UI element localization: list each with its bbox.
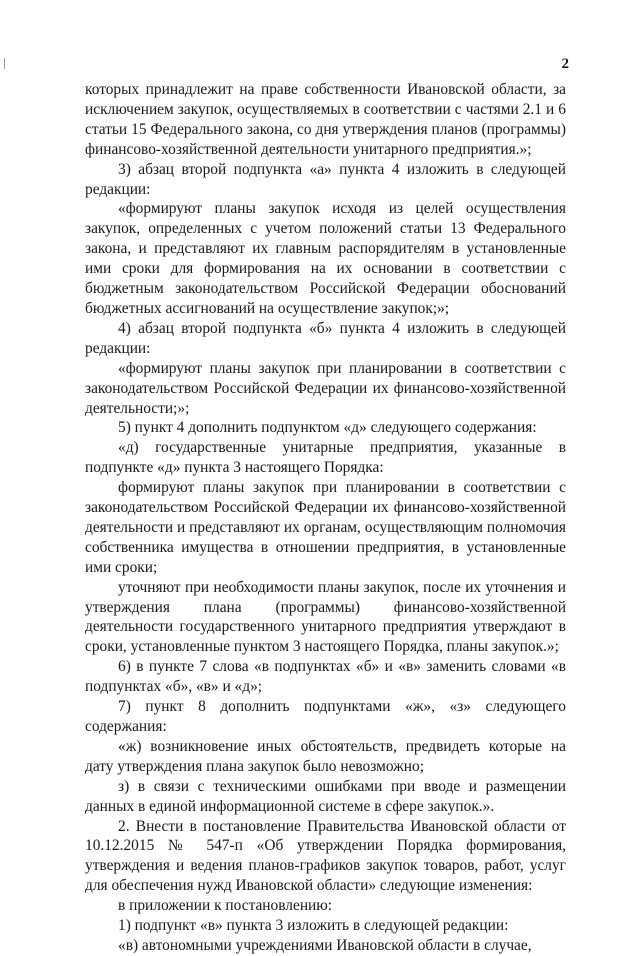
paragraph: 7) пункт 8 дополнить подпунктами «ж», «з» следующего содержания: bbox=[85, 698, 566, 735]
paragraph: 1) подпункт «в» пункта 3 изложить в следующей редакции: bbox=[118, 917, 509, 935]
paragraph: «формируют планы закупок исходя из целей осуществления закупок, определенных с учетом положений статьи 13 Федерального закона, и представляют их главным распорядителям в установленные ими сроки для формирования на их основании в соответствии с бюджетным законодательством Российской Федерации обоснований бюджетных ассигнований на осуществление закупок;»; bbox=[85, 200, 566, 317]
paragraph: 2. Внести в постановление Правительства Ивановской области от 10.12.2015 № 547-п «Об утверждении Порядка формирования, утверждения и ведения планов-графиков закупок товаров, работ, услуг для обеспечения нужд Ивановской области» следующие изменения: bbox=[85, 817, 566, 895]
paragraph: 5) пункт 4 дополнить подпунктом «д» следующего содержания: bbox=[118, 419, 537, 437]
paragraph: в приложении к постановлению: bbox=[118, 897, 333, 915]
paragraph: формируют планы закупок при планировании в соответствии с законодательством Российской Федерации их финансово-хозяйственной деятельности и представляют их органам, осуществляющим полномочия собственника имущества в отношении предприятия, в установленные ими сроки; bbox=[85, 479, 566, 576]
paragraph: «ж) возникновение иных обстоятельств, предвидеть которые на дату утверждения плана закупок было невозможно; bbox=[85, 737, 566, 775]
page-number: 2 bbox=[561, 56, 569, 72]
scan-margin-mark bbox=[4, 58, 5, 69]
paragraph: 4) абзац второй подпункта «б» пункта 4 изложить в следующей редакции: bbox=[85, 319, 566, 357]
paragraph: уточняют при необходимости планы закупок, после их уточнения и утверждения плана (программы) финансово-хозяйственной деятельности государственного унитарного предприятия утверждают в сроки, установленные пунктом 3 настоящего Порядка, планы закупок.»; bbox=[85, 578, 566, 656]
paragraph: 3) абзац второй подпункта «а» пункта 4 изложить в следующей редакции: bbox=[85, 160, 566, 198]
paragraph: «формируют планы закупок при планировании в соответствии с законодательством Российской Федерации их финансово-хозяйственной деятельности;»; bbox=[85, 359, 566, 417]
paragraph: з) в связи с техническими ошибками при вводе и размещении данных в единой информационной системе в сфере закупок.». bbox=[85, 777, 566, 815]
paragraph: которых принадлежит на праве собственности Ивановской области, за исключением закупок, осуществляемых в соответствии с частями 2.1 и 6 статьи 15 Федерального закона, со дня утверждения планов (программы) финансово-хозяйственной деятельности унитарного предприятия.»; bbox=[85, 81, 566, 158]
paragraph: «в) автономными учреждениями Ивановской области в случае, bbox=[118, 936, 532, 954]
paragraph: 6) в пункте 7 слова «в подпунктах «б» и «в» заменить словами «в подпунктах «б», «в» и «д»; bbox=[85, 658, 566, 696]
paragraph: «д) государственные унитарные предприятия, указанные в подпункте «д» пункта 3 настоящего Порядка: bbox=[85, 439, 566, 477]
document-body bbox=[85, 80, 566, 956]
